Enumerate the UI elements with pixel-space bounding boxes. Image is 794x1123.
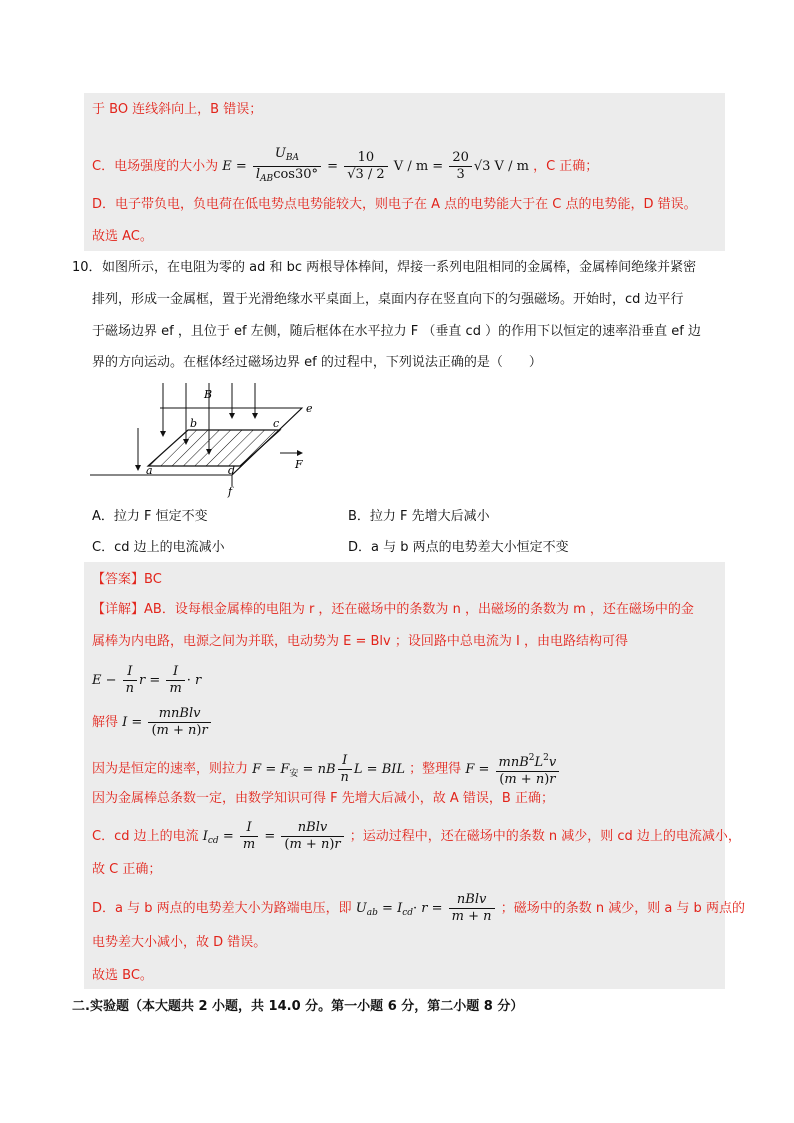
label-f: f (228, 485, 233, 498)
section-title: 二.实验题（本大题共 2 小题，共 14.0 分。第一小题 6 分，第二小题 8 分） (72, 999, 524, 1014)
option-d: D．a 与 b 两点的电势差大小恒定不变 (348, 540, 569, 555)
c-prefix: C．cd 边上的电流 (92, 829, 199, 844)
voltage-formula: $U_{ab} = I_{cd}\cdot r$ = $\frac{\text{nBlv}}{m + n}$ (356, 901, 501, 916)
label-F: F (295, 458, 303, 471)
c-line (92, 820, 741, 857)
label-a: a (146, 464, 153, 477)
option-a: A．拉力 F 恒定不变 (92, 509, 208, 524)
detail-ab-2: 属棒为内电路，电源之间为并联，电动势为 E = Blv ；设回路中总电流为 I ，由电路结构可得 (92, 634, 628, 649)
label-B: B (204, 388, 213, 401)
question-figure (90, 378, 320, 498)
prev-c-label: C．电场强度的大小为 (92, 159, 219, 174)
d-line-2: 电势差大小减小，故 D 错误。 (92, 935, 267, 950)
d-line (92, 892, 745, 929)
prev-c-tail: ，C 正确； (533, 159, 599, 174)
label-d: d (228, 464, 236, 477)
option-b: B．拉力 F 先增大后减小 (348, 509, 490, 524)
c-suffix: ；运动过程中，还在磁场中的条数 n 减少，则 cd 边上的电流减小， (349, 829, 741, 844)
metal-frame (148, 430, 280, 466)
current-formula: I = $\frac{\text{mnBlv}}{(m + n)r}$ (122, 715, 213, 730)
detail-tag: 【详解】 (92, 602, 145, 617)
prev-line-c (92, 146, 598, 187)
prev-line-1: 于 BO 连线斜向上，B 错误； (92, 102, 263, 117)
detail-ab-1: AB．设每根金属棒的电阻为 r ，还在磁场中的条数为 n ，出磁场的条数为 m ，还在磁场中的金 (144, 602, 694, 617)
d-suffix: ；磁场中的条数 n 减少，则 a 与 b 两点的 (500, 901, 745, 916)
force-formula: $F = F_安$ = nB $\frac{I}{n}$ L = BIL (252, 752, 406, 785)
label-c: c (273, 417, 280, 430)
question-number: 10． (72, 260, 102, 275)
force-line (92, 750, 561, 790)
force-prefix: 因为是恒定的速率，则拉力 (92, 761, 249, 777)
circuit-equation: E − $\frac{I}{n}$ r = $\frac{I}{m}$ · r (92, 664, 202, 696)
c-conclusion: 故 C 正确； (92, 862, 162, 877)
solve-line (92, 706, 213, 739)
question-line-2: 排列，形成一金属框，置于光滑绝缘水平桌面上，桌面内存在竖直向下的匀强磁场。开始时，cd 边平行 (92, 292, 684, 307)
prev-line-d: D．电子带负电，负电荷在低电势点电势能较大，则电子在 A 点的电势能大于在 C 点的电势能，D 错误。 (92, 197, 697, 212)
solve-label: 解得 (92, 715, 119, 730)
d-prefix: D．a 与 b 两点的电势差大小为路端电压，即 (92, 901, 352, 916)
label-e: e (306, 402, 313, 415)
prev-c-formula: E = $\frac{U_{BA}}{l_{AB}\cos 30^\circ}$ = $\frac{10}{√3 / 2}$ V / m = $\frac{20}{3}$ √3 V / m (222, 146, 534, 184)
label-b: b (190, 417, 198, 430)
detail-line-1 (92, 600, 694, 620)
answer-tag: 【答案】 (92, 572, 145, 587)
prev-conclusion: 故选 AC。 (92, 229, 153, 244)
force-result: F = $\frac{mnB^2L^2v}{(m + n)r}$ (465, 762, 561, 777)
option-c: C．cd 边上的电流减小 (92, 540, 225, 555)
final-answer: 故选 BC。 (92, 968, 153, 983)
cd-current-formula: $I_{cd}$ = $\frac{I}{m}$ = $\frac{\text{nBlv}}{(m + n)r}$ (203, 829, 350, 844)
force-mid: ；整理得 (409, 761, 462, 777)
question-line-3: 于磁场边界 ef ，且位于 ef 左侧，随后框体在水平拉力 F （垂直 cd ）的作用下以恒定的速率沿垂直 ef 边 (92, 324, 701, 339)
answer-value: BC (144, 572, 162, 587)
force-conclusion: 因为金属棒总条数一定，由数学知识可得 F 先增大后减小，故 A 错误，B 正确； (92, 791, 554, 806)
question-line-4: 界的方向运动。在框体经过磁场边界 ef 的过程中，下列说法正确的是（ ） (92, 355, 542, 370)
answer-line (92, 570, 162, 590)
question-line-1: 如图所示，在电阻为零的 ad 和 bc 两根导体棒间，焊接一系列电阻相同的金属棒，金属棒间绝缘并紧密 (102, 260, 697, 275)
